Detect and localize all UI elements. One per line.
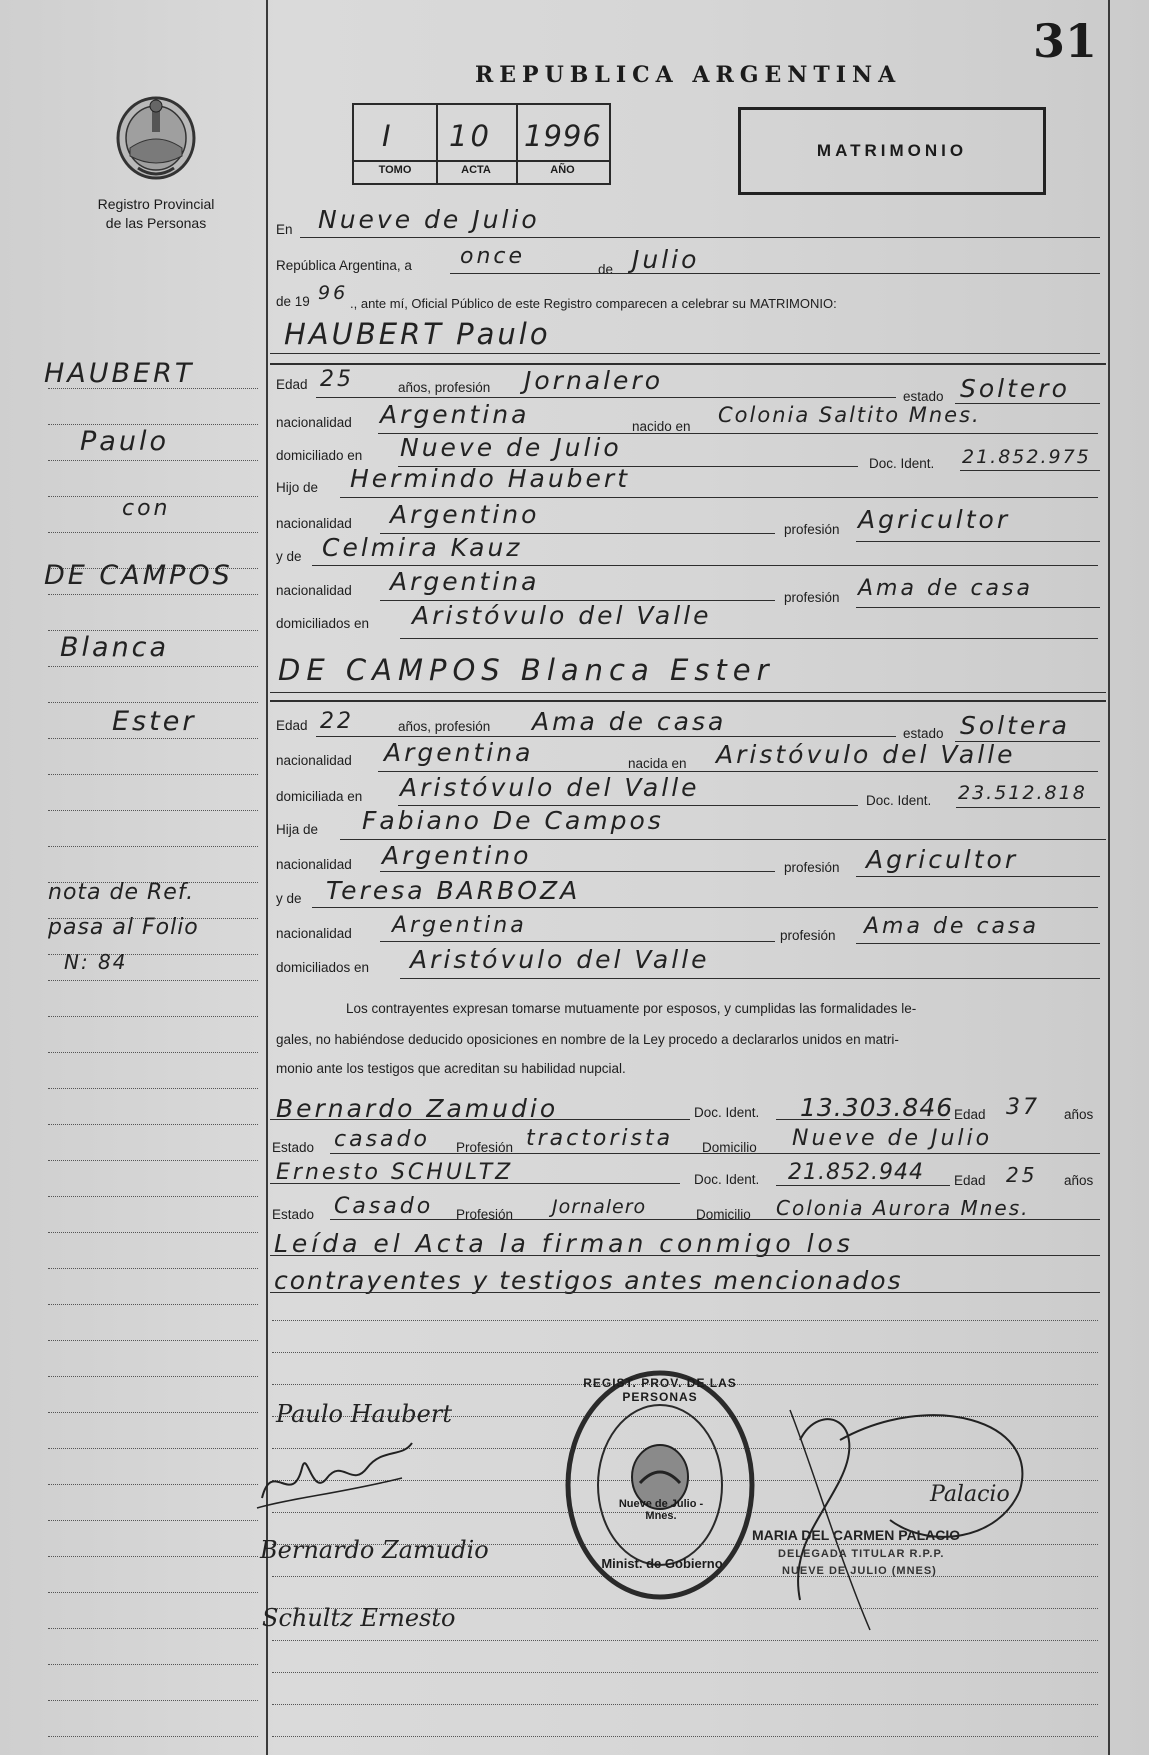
- groom-parents-address: Aristóvulo del Valle: [412, 601, 712, 630]
- bride-domiciliada-label: domiciliada en: [276, 789, 363, 804]
- groom-nacido-label: nacido en: [632, 419, 691, 434]
- bride-address: Aristóvulo del Valle: [400, 773, 700, 802]
- witness1-doc: 13.303.846: [800, 1093, 954, 1122]
- record-type-box: MATRIMONIO: [738, 107, 1046, 195]
- witness1-estado-label: Estado: [272, 1140, 315, 1155]
- signature-groom: Paulo Haubert: [276, 1400, 452, 1428]
- witness2-anos: años: [1064, 1173, 1094, 1188]
- groom-full-name: HAUBERT Paulo: [284, 317, 551, 351]
- right-border: [1108, 0, 1110, 1755]
- bride-nacionalidad-label: nacionalidad: [276, 753, 352, 768]
- witness2-name: Ernesto SCHULTZ: [276, 1160, 514, 1185]
- year-suffix: 96: [318, 282, 349, 304]
- groom-father: Hermindo Haubert: [350, 464, 631, 493]
- de-label: de: [598, 262, 614, 277]
- groom-mother-profession: Ama de casa: [858, 576, 1033, 601]
- margin-note2: pasa al Folio: [48, 915, 199, 940]
- witness2-dom-label: Domicilio: [696, 1207, 751, 1222]
- page-number: 31: [1033, 14, 1098, 68]
- witness2-state: Casado: [334, 1194, 434, 1219]
- groom-mother-nationality: Argentina: [390, 567, 540, 596]
- republica-label: República Argentina, a: [276, 258, 412, 273]
- groom-parents-dom-label: domiciliados en: [276, 616, 370, 631]
- groom-father-nationality: Argentino: [390, 500, 540, 529]
- witness2-doc: 21.852.944: [788, 1160, 924, 1185]
- seal-inner: Nueve de Julio - Mnes.: [618, 1498, 704, 1522]
- witness2-doc-label: Doc. Ident.: [694, 1172, 760, 1187]
- bride-parents-dom-label: domiciliados en: [276, 960, 370, 975]
- groom-father-nat-label: nacionalidad: [276, 516, 352, 531]
- province-coat-of-arms-icon: [110, 90, 202, 182]
- groom-yde-label: y de: [276, 549, 302, 564]
- year-prefix: de 19: [276, 294, 310, 309]
- groom-nationality: Argentina: [380, 400, 530, 429]
- witness1-edad-label: Edad: [954, 1107, 986, 1122]
- month-value: Julio: [632, 245, 700, 274]
- country-title: REPUBLICA ARGENTINA: [475, 62, 902, 88]
- bride-father-profession: Agricultor: [866, 845, 1019, 874]
- ano-label: AÑO: [550, 164, 575, 176]
- intro-sentence: ., ante mí, Oficial Público de este Registro comparecen a celebrar su MATRIMONIO:: [350, 296, 837, 311]
- witness2-age: 25: [1006, 1163, 1038, 1187]
- closing-line2: contrayentes y testigos antes mencionados: [274, 1266, 903, 1295]
- bride-father-prof-label: profesión: [784, 860, 840, 875]
- bride-father: Fabiano De Campos: [362, 806, 664, 835]
- groom-age: 25: [320, 367, 354, 392]
- registry-line1: Registro Provincial: [97, 196, 215, 212]
- groom-civil-state: Soltero: [960, 374, 1070, 403]
- bride-hija-label: Hija de: [276, 822, 319, 837]
- bride-civil-state: Soltera: [960, 711, 1070, 740]
- witness1-age: 37: [1006, 1095, 1040, 1120]
- groom-mother-nat-label: nacionalidad: [276, 583, 352, 598]
- witness1-anos: años: [1064, 1107, 1094, 1122]
- margin-con: con: [122, 496, 171, 521]
- bride-doc: 23.512.818: [958, 782, 1087, 804]
- groom-nacionalidad-label: nacionalidad: [276, 415, 352, 430]
- margin-name2a: Blanca: [60, 632, 170, 663]
- day-value: once: [460, 244, 526, 269]
- witness2-edad-label: Edad: [954, 1173, 986, 1188]
- groom-edad-label: Edad: [276, 377, 308, 392]
- place-value: Nueve de Julio: [318, 205, 540, 234]
- bride-full-name: DE CAMPOS Blanca Ester: [278, 653, 775, 687]
- groom-address: Nueve de Julio: [400, 433, 622, 462]
- groom-mother: Celmira Kauz: [322, 533, 523, 562]
- official-title: DELEGADA TITULAR R.P.P.: [778, 1548, 945, 1560]
- margin-name1: Paulo: [80, 426, 169, 457]
- signature-witness1: Bernardo Zamudio: [260, 1536, 489, 1564]
- declaration-line1: Los contrayentes expresan tomarse mutuamente por esposos, y cumplidas las formalidades le-: [346, 1001, 917, 1016]
- groom-father-profession: Agricultor: [858, 505, 1011, 534]
- margin-note1: nota de Ref.: [48, 880, 195, 905]
- bride-anos-profesion-label: años, profesión: [398, 719, 491, 734]
- bride-nacida-label: nacida en: [628, 756, 687, 771]
- closing-line1: Leída el Acta la firman conmigo los: [274, 1229, 854, 1258]
- groom-doc-label: Doc. Ident.: [869, 456, 935, 471]
- margin-surname2: DE CAMPOS: [44, 560, 233, 591]
- bride-estado-label: estado: [903, 726, 944, 741]
- margin-note3: N: 84: [64, 950, 128, 974]
- official-name: MARIA DEL CARMEN PALACIO: [752, 1527, 961, 1543]
- seal-ring-bottom: Minist. de Gobierno: [601, 1556, 723, 1571]
- declaration-line2: gales, no habiéndose deducido oposiciones en nombre de la Ley procedo a declararlos unidos en matri-: [276, 1032, 899, 1047]
- bride-father-nat-label: nacionalidad: [276, 857, 352, 872]
- bride-doc-label: Doc. Ident.: [866, 793, 932, 808]
- bride-edad-label: Edad: [276, 718, 308, 733]
- acta-value: 10: [449, 119, 492, 153]
- witness1-prof-label: Profesión: [456, 1140, 514, 1155]
- margin-name2b: Ester: [112, 706, 197, 737]
- groom-father-prof-label: profesión: [784, 522, 840, 537]
- witness2-profession: Jornalero: [552, 1196, 647, 1218]
- ano-value: 1996: [524, 119, 602, 153]
- official-place: NUEVE DE JULIO (MNES): [782, 1565, 937, 1577]
- groom-anos-profesion-label: años, profesión: [398, 380, 491, 395]
- seal-ring-top: REGIST. PROV. DE LAS PERSONAS: [583, 1376, 737, 1404]
- bride-mother-nationality: Argentina: [392, 913, 527, 938]
- witness1-address: Nueve de Julio: [792, 1126, 993, 1151]
- registry-line2: de las Personas: [105, 215, 207, 231]
- en-label: En: [276, 222, 293, 237]
- groom-doc: 21.852.975: [962, 446, 1091, 468]
- groom-estado-label: estado: [903, 389, 944, 404]
- witness1-name: Bernardo Zamudio: [276, 1094, 559, 1123]
- registry-name: [60, 195, 252, 233]
- official-signature: Palacio: [930, 1482, 1010, 1507]
- groom-profession: Jornalero: [524, 366, 664, 395]
- groom-hijo-label: Hijo de: [276, 480, 319, 495]
- groom-mother-prof-label: profesión: [784, 590, 840, 605]
- bride-mother-prof-label: profesión: [780, 928, 836, 943]
- bride-age: 22: [320, 709, 354, 734]
- groom-birthplace: Colonia Saltito Mnes.: [718, 403, 981, 427]
- witness2-prof-label: Profesión: [456, 1207, 514, 1222]
- bride-mother-nat-label: nacionalidad: [276, 926, 352, 941]
- bride-parents-address: Aristóvulo del Valle: [410, 945, 710, 974]
- bride-father-nationality: Argentino: [382, 841, 532, 870]
- tomo-value: I: [382, 119, 394, 153]
- signature-witness2: Schultz Ernesto: [262, 1604, 456, 1632]
- bride-mother-profession: Ama de casa: [864, 914, 1039, 939]
- witness1-profession: tractorista: [526, 1126, 674, 1151]
- bride-profession: Ama de casa: [532, 707, 727, 736]
- declaration-line3: monio ante los testigos que acreditan su habilidad nupcial.: [276, 1061, 626, 1076]
- acta-label: ACTA: [461, 164, 491, 176]
- witness2-estado-label: Estado: [272, 1207, 315, 1222]
- bride-nationality: Argentina: [384, 738, 534, 767]
- bride-birthplace: Aristóvulo del Valle: [716, 740, 1016, 769]
- tomo-label: TOMO: [378, 164, 412, 176]
- groom-domiciliado-label: domiciliado en: [276, 448, 363, 463]
- official-signature-scribble-icon: [780, 1400, 1080, 1640]
- witness1-dom-label: Domicilio: [702, 1140, 757, 1155]
- bride-mother: Teresa BARBOZA: [326, 876, 581, 905]
- margin-surname1: HAUBERT: [44, 358, 195, 389]
- witness1-state: casado: [334, 1127, 430, 1152]
- bride-yde-label: y de: [276, 891, 302, 906]
- record-number-box: [352, 103, 611, 185]
- witness1-doc-label: Doc. Ident.: [694, 1105, 760, 1120]
- witness2-address: Colonia Aurora Mnes.: [776, 1196, 1030, 1220]
